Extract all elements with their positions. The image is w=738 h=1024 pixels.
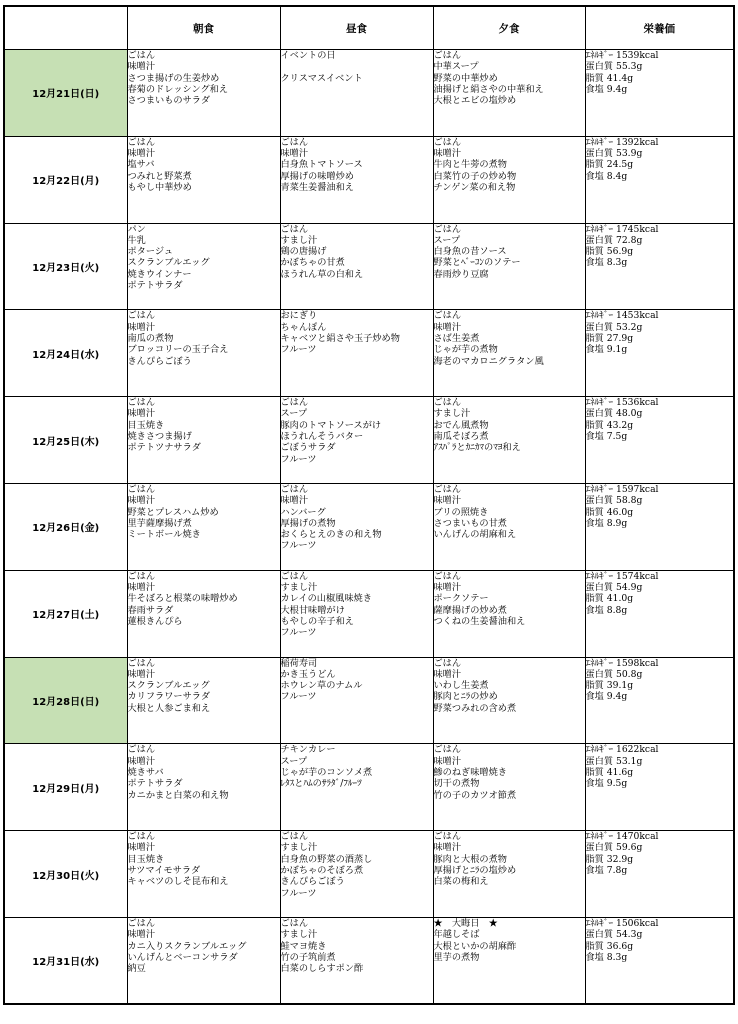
day-row (4, 831, 734, 918)
menu-item: ごはん (280, 397, 309, 409)
nutrition-cell (585, 136, 734, 223)
menu-item: ごはん (280, 483, 309, 495)
nutrition-line: 食塩 9.4g (585, 83, 628, 95)
nutrition-line: 蛋白質 54.9g (585, 582, 643, 594)
menu-item: 海老のマカロニグラタン風 (433, 355, 544, 367)
lunch-cell (280, 483, 433, 570)
header-lunch: 昼食 (280, 6, 433, 50)
menu-item: 大根甘味噌がけ (280, 604, 345, 616)
menu-item: フルーツ (280, 691, 317, 703)
nutrition-cell (585, 310, 734, 397)
day-row (4, 50, 734, 137)
lunch-cell (280, 917, 433, 1004)
header-nutrition: 栄養価 (585, 6, 734, 50)
menu-item: すまし汁 (433, 408, 471, 420)
menu-item: 味噌汁 (280, 148, 309, 160)
menu-item: ごはん (127, 50, 156, 61)
nutrition-line: 脂質 27.9g (585, 332, 634, 344)
nutrition-line: 食塩 8.3g (585, 257, 628, 269)
nutrition-line: 食塩 8.9g (585, 517, 628, 529)
menu-item: さつまいものサラダ (127, 95, 211, 107)
menu-item: カレイの山椒風味焼き (280, 593, 372, 605)
menu-item: もやし中華炒め (127, 181, 192, 193)
menu-item: おにぎり (280, 310, 318, 322)
menu-item: 野菜とﾍﾞｰｺﾝのソテー (433, 257, 521, 269)
dinner-cell (433, 483, 585, 570)
menu-item: 味噌汁 (127, 582, 156, 594)
menu-item: 竹の子筑前煮 (280, 951, 336, 963)
date-cell: 12月22日(月) (4, 136, 127, 223)
nutrition-line: 蛋白質 50.8g (585, 668, 643, 680)
nutrition-line: 蛋白質 54.3g (585, 929, 643, 941)
menu-item: 味噌汁 (127, 61, 156, 73)
dinner-cell (433, 397, 585, 484)
date-cell: 12月29日(月) (4, 744, 127, 831)
menu-item: かぼちゃのそぼろ煮 (280, 865, 364, 877)
menu-item: 味噌汁 (127, 668, 156, 680)
dinner-cell (433, 136, 585, 223)
menu-item: ごぼうサラダ (280, 442, 336, 454)
menu-item: 南瓜の煮物 (127, 332, 174, 344)
menu-item: 味噌汁 (433, 148, 462, 160)
menu-item: 野菜つみれの含め煮 (433, 702, 517, 714)
menu-item: ごはん (433, 744, 462, 756)
date-cell: 12月28日(日) (4, 657, 127, 744)
menu-item: 味噌汁 (127, 321, 156, 333)
menu-table (3, 5, 735, 1005)
menu-item: キャベツのしそ昆布和え (127, 876, 229, 888)
date-cell: 12月27日(土) (4, 570, 127, 657)
nutrition-line: ｴﾈﾙｷﾞｰ 1392kcal (585, 136, 659, 148)
menu-item: 味噌汁 (127, 842, 156, 854)
nutrition-line: ｴﾈﾙｷﾞｰ 1574kcal (585, 570, 659, 582)
menu-item: いわし生姜煮 (433, 680, 489, 692)
header-corner (4, 6, 127, 50)
menu-item: クリスマスイベント (280, 72, 363, 84)
menu-item: 焼きさつま揚げ (127, 431, 192, 443)
menu-item: 鯵のねぎ味噌焼き (433, 766, 507, 778)
menu-item: チンゲン菜の和え物 (433, 181, 516, 193)
menu-item (281, 61, 433, 72)
menu-item: ごはん (127, 657, 156, 669)
nutrition-line: 蛋白質 72.8g (585, 234, 643, 246)
nutrition-cell (585, 50, 734, 137)
menu-item: ミートボール焼き (127, 529, 201, 541)
menu-item: かき玉うどん (280, 668, 336, 680)
day-row (4, 917, 734, 1004)
breakfast-cell (127, 657, 280, 744)
nutrition-line: 脂質 39.1g (585, 680, 634, 692)
nutrition-line: ｴﾈﾙｷﾞｰ 1598kcal (585, 657, 659, 669)
menu-item: 春菊のドレッシング和え (127, 83, 229, 95)
menu-item: ごはん (127, 831, 156, 843)
menu-item: 味噌汁 (127, 495, 156, 507)
date-cell: 12月24日(水) (4, 310, 127, 397)
breakfast-cell (127, 831, 280, 918)
menu-item: ごはん (433, 310, 462, 322)
nutrition-line: 食塩 7.8g (585, 865, 628, 877)
breakfast-cell (127, 570, 280, 657)
lunch-cell (280, 570, 433, 657)
day-row (4, 483, 734, 570)
menu-item: 南瓜そぼろ煮 (433, 431, 489, 443)
menu-item: ポタージュ (127, 246, 174, 258)
menu-item: 大根といかの胡麻酢 (433, 940, 517, 952)
menu-item: 大根とエビの塩炒め (433, 95, 517, 107)
menu-item: きんぴらごぼう (280, 876, 345, 888)
date-cell: 12月31日(水) (4, 917, 127, 1004)
nutrition-line: 食塩 9.4g (585, 691, 628, 703)
menu-item: 厚揚げとﾆﾗの塩炒め (433, 865, 517, 877)
menu-item: ポークソテー (433, 593, 489, 605)
nutrition-line: 蛋白質 53.1g (585, 755, 643, 767)
nutrition-line: ｴﾈﾙｷﾞｰ 1745kcal (585, 223, 659, 235)
menu-item: ごはん (433, 570, 462, 582)
menu-item: 鶏の唐揚げ (280, 246, 327, 258)
menu-item: 白身魚の野菜の酒蒸し (280, 853, 373, 865)
menu-item: 焼きサバ (127, 766, 164, 778)
dinner-cell (433, 310, 585, 397)
nutrition-line: 食塩 8.4g (585, 170, 628, 182)
menu-item: 厚揚げの味噌炒め (280, 170, 354, 182)
nutrition-line: 蛋白質 53.9g (585, 148, 643, 160)
menu-item: 味噌汁 (433, 755, 462, 767)
menu-item: カリフラワーサラダ (127, 691, 211, 703)
dinner-cell (433, 223, 585, 310)
menu-item: ごはん (127, 744, 156, 756)
menu-item: 牛肉と牛蒡の煮物 (433, 159, 507, 171)
menu-item: ごはん (433, 50, 462, 61)
menu-item: ごはん (433, 397, 462, 409)
menu-item: ﾚﾀｽとﾊﾑのｻﾗﾀﾞ/ﾌﾙｰﾂ (280, 778, 362, 790)
menu-item: ｱｽﾊﾟﾗとｶﾆｶﾏのﾏﾖ和え (433, 442, 521, 454)
lunch-cell (280, 223, 433, 310)
menu-item: 味噌汁 (127, 408, 156, 420)
dinner-cell (433, 657, 585, 744)
nutrition-line: 蛋白質 55.3g (585, 61, 643, 73)
menu-item: イベントの日 (280, 50, 336, 61)
nutrition-line: 脂質 43.2g (585, 419, 634, 431)
menu-item: すまし汁 (280, 582, 318, 594)
menu-item: 白菜の梅和え (433, 876, 489, 888)
menu-item: ちゃんぽん (280, 321, 327, 333)
menu-item: 牛乳 (127, 234, 146, 246)
day-row (4, 657, 734, 744)
day-row (4, 397, 734, 484)
menu-item: ごはん (433, 223, 462, 235)
breakfast-cell (127, 310, 280, 397)
nutrition-cell (585, 570, 734, 657)
menu-item: 竹の子のカツオ節煮 (433, 789, 517, 801)
menu-item: フルーツ (280, 887, 317, 899)
menu-item: ほうれん草の白和え (280, 268, 364, 280)
menu-item: 納豆 (127, 963, 146, 975)
menu-item: ほうれんそうバター (280, 431, 364, 443)
menu-item: ごはん (127, 397, 156, 409)
nutrition-line: 脂質 24.5g (585, 159, 634, 171)
lunch-cell (280, 310, 433, 397)
lunch-cell (280, 136, 433, 223)
date-cell: 12月30日(火) (4, 831, 127, 918)
menu-item: 切干の煮物 (433, 778, 480, 790)
date-cell: 12月26日(金) (4, 483, 127, 570)
day-row (4, 310, 734, 397)
menu-item: じゃが芋の煮物 (433, 344, 498, 356)
menu-item: ごはん (280, 136, 309, 148)
menu-item: もやしの辛子和え (280, 615, 354, 627)
menu-item: スクランブルエッグ (127, 257, 210, 269)
menu-item: 目玉焼き (127, 419, 165, 431)
lunch-cell (280, 657, 433, 744)
menu-item: すまし汁 (280, 842, 318, 854)
menu-item: フルーツ (280, 453, 317, 465)
menu-item: ブリの照焼き (433, 506, 489, 518)
menu-item: 中華スープ (433, 61, 479, 73)
menu-item: 豚肉のトマトソースがけ (280, 419, 382, 431)
nutrition-line: 脂質 41.0g (585, 593, 634, 605)
menu-item: 焼きウインナー (127, 268, 192, 280)
nutrition-line: ｴﾈﾙｷﾞｰ 1539kcal (585, 50, 659, 61)
nutrition-line: 脂質 36.6g (585, 940, 634, 952)
menu-item: フルーツ (280, 540, 317, 552)
menu-item: 里芋薩摩揚げ煮 (127, 517, 192, 529)
breakfast-cell (127, 136, 280, 223)
menu-item: 里芋の煮物 (433, 951, 480, 963)
menu-item: かぼちゃの甘煮 (280, 257, 345, 269)
menu-item: おでん風煮物 (433, 419, 489, 431)
nutrition-line: 蛋白質 48.0g (585, 408, 643, 420)
menu-item: 稲荷寿司 (280, 657, 318, 669)
menu-item: ごはん (433, 136, 462, 148)
menu-item: ごはん (127, 570, 156, 582)
menu-item: 味噌汁 (127, 929, 156, 941)
nutrition-line: 食塩 9.5g (585, 778, 628, 790)
menu-item: さつま揚げの生姜炒め (127, 72, 220, 84)
menu-item: 白身魚の昔ソース (433, 246, 507, 258)
menu-item: 薩摩揚げの炒め煮 (433, 604, 507, 616)
day-row (4, 570, 734, 657)
breakfast-cell (127, 917, 280, 1004)
breakfast-cell (127, 744, 280, 831)
menu-item: スープ (433, 234, 461, 246)
nutrition-line: ｴﾈﾙｷﾞｰ 1506kcal (585, 917, 659, 929)
nutrition-line: ｴﾈﾙｷﾞｰ 1453kcal (585, 310, 659, 322)
menu-item: 豚肉と大根の煮物 (433, 853, 507, 865)
menu-item: キャベツと絹さや玉子炒め物 (280, 332, 400, 344)
nutrition-line: ｴﾈﾙｷﾞｰ 1622kcal (585, 744, 659, 756)
menu-item: おくらとえのきの和え物 (280, 529, 382, 541)
menu-item: ごはん (127, 136, 156, 148)
menu-item: チキンカレー (280, 744, 336, 756)
menu-item: 白身魚トマトソース (280, 159, 363, 171)
header-breakfast: 朝食 (127, 6, 280, 50)
nutrition-line: 脂質 32.9g (585, 853, 634, 865)
menu-item: すまし汁 (280, 234, 318, 246)
nutrition-line: 脂質 41.4g (585, 72, 634, 84)
menu-item: フルーツ (280, 344, 317, 356)
dinner-cell (433, 744, 585, 831)
nutrition-line: 蛋白質 53.2g (585, 321, 643, 333)
menu-item: 油揚げと絹さやの中華和え (433, 83, 544, 95)
nutrition-cell (585, 223, 734, 310)
menu-item: スープ (280, 408, 308, 420)
menu-item: 味噌汁 (127, 755, 156, 767)
menu-item: 厚揚げの煮物 (280, 517, 336, 529)
header-dinner: 夕食 (433, 6, 585, 50)
menu-item: ごはん (433, 657, 462, 669)
breakfast-cell (127, 397, 280, 484)
menu-item: カニかまと白菜の和え物 (127, 789, 229, 801)
header-row (4, 6, 734, 50)
dinner-cell (433, 50, 585, 137)
menu-item: いんげんの胡麻和え (433, 529, 517, 541)
date-cell: 12月25日(木) (4, 397, 127, 484)
nutrition-cell (585, 917, 734, 1004)
menu-item: ごはん (280, 831, 309, 843)
menu-item: 野菜の中華炒め (433, 72, 498, 84)
menu-item: ごはん (127, 310, 156, 322)
menu-item: 味噌汁 (280, 495, 309, 507)
breakfast-cell (127, 223, 280, 310)
menu-item: 鮭マヨ焼き (280, 940, 327, 952)
menu-item: 春雨炒り豆腐 (433, 268, 489, 280)
nutrition-cell (585, 831, 734, 918)
menu-item: さつまいもの甘煮 (433, 517, 507, 529)
menu-item: ごはん (280, 570, 309, 582)
date-cell: 12月21日(日) (4, 50, 127, 137)
menu-item: ごはん (433, 483, 462, 495)
menu-item: さば生姜煮 (433, 332, 480, 344)
menu-item: ごはん (127, 917, 156, 929)
nutrition-line: ｴﾈﾙｷﾞｰ 1536kcal (585, 397, 659, 409)
menu-item: ごはん (433, 831, 462, 843)
menu-item: 味噌汁 (433, 668, 462, 680)
menu-item: つくねの生姜醤油和え (433, 615, 526, 627)
nutrition-cell (585, 657, 734, 744)
menu-item: 目玉焼き (127, 853, 165, 865)
menu-item: スープ (280, 755, 308, 767)
nutrition-line: 食塩 8.3g (585, 951, 628, 963)
menu-item: ホウレン草のナムル (280, 680, 363, 692)
dinner-cell (433, 570, 585, 657)
menu-item: ごはん (280, 917, 309, 929)
menu-item: 春雨サラダ (127, 604, 174, 616)
lunch-cell (280, 831, 433, 918)
nutrition-cell (585, 744, 734, 831)
day-row (4, 223, 734, 310)
breakfast-cell (127, 50, 280, 137)
menu-item: ポテトサラダ (127, 778, 183, 790)
menu-item: サツマイモサラダ (127, 865, 201, 877)
menu-item: 味噌汁 (433, 582, 462, 594)
menu-item: ごはん (280, 223, 309, 235)
menu-item: 味噌汁 (433, 495, 462, 507)
menu-item: 青菜生姜醤油和え (280, 181, 354, 193)
menu-item: 白菜のしらすポン酢 (280, 963, 364, 975)
lunch-cell (280, 744, 433, 831)
menu-item: 野菜とプレスハム炒め (127, 506, 219, 518)
day-row (4, 744, 734, 831)
menu-item: フルーツ (280, 627, 317, 639)
menu-item: カニ入りスクランブルエッグ (127, 940, 247, 952)
menu-item: いんげんとベーコンサラダ (127, 951, 238, 963)
menu-body (4, 50, 734, 1005)
menu-item: ポテトサラダ (127, 280, 183, 292)
menu-item: じゃが芋のコンソメ煮 (280, 766, 373, 778)
nutrition-line: 食塩 8.8g (585, 604, 628, 616)
nutrition-line: 食塩 7.5g (585, 431, 628, 443)
date-cell: 12月23日(火) (4, 223, 127, 310)
nutrition-line: 脂質 46.0g (585, 506, 634, 518)
breakfast-cell (127, 483, 280, 570)
nutrition-line: 食塩 9.1g (585, 344, 628, 356)
menu-item: 白菜竹の子の炒め物 (433, 170, 517, 182)
menu-item: つみれと野菜煮 (127, 170, 192, 182)
menu-item: 豚肉とﾆﾗの炒め (433, 691, 498, 703)
menu-item: 味噌汁 (433, 321, 462, 333)
menu-item: ブロッコリーの玉子合え (127, 344, 229, 356)
menu-item: 大根と人参ごま和え (127, 702, 211, 714)
nutrition-line: 蛋白質 58.8g (585, 495, 643, 507)
menu-item: すまし汁 (280, 929, 318, 941)
nutrition-line: 蛋白質 59.6g (585, 842, 643, 854)
menu-item: ポテトツナサラダ (127, 442, 201, 454)
menu-item: スクランブルエッグ (127, 680, 210, 692)
menu-item: きんぴらごぼう (127, 355, 192, 367)
menu-item: ★ 大晦日 ★ (433, 917, 498, 929)
nutrition-line: 脂質 41.6g (585, 766, 634, 778)
lunch-cell (280, 50, 433, 137)
menu-item: パン (127, 223, 146, 235)
menu-item: 塩サバ (127, 159, 155, 171)
day-row (4, 136, 734, 223)
nutrition-line: ｴﾈﾙｷﾞｰ 1597kcal (585, 483, 659, 495)
nutrition-line: ｴﾈﾙｷﾞｰ 1470kcal (585, 831, 659, 843)
menu-item: 味噌汁 (433, 842, 462, 854)
nutrition-line: 脂質 56.9g (585, 246, 634, 258)
nutrition-cell (585, 397, 734, 484)
nutrition-cell (585, 483, 734, 570)
menu-item: ハンバーグ (280, 506, 326, 518)
menu-item: 年越しそば (433, 929, 480, 941)
dinner-cell (433, 917, 585, 1004)
menu-item: 蓮根きんぴら (127, 615, 183, 627)
lunch-cell (280, 397, 433, 484)
menu-item: 味噌汁 (127, 148, 156, 160)
menu-item: 牛そぼろと根菜の味噌炒め (127, 593, 238, 605)
dinner-cell (433, 831, 585, 918)
menu-item: ごはん (127, 483, 156, 495)
